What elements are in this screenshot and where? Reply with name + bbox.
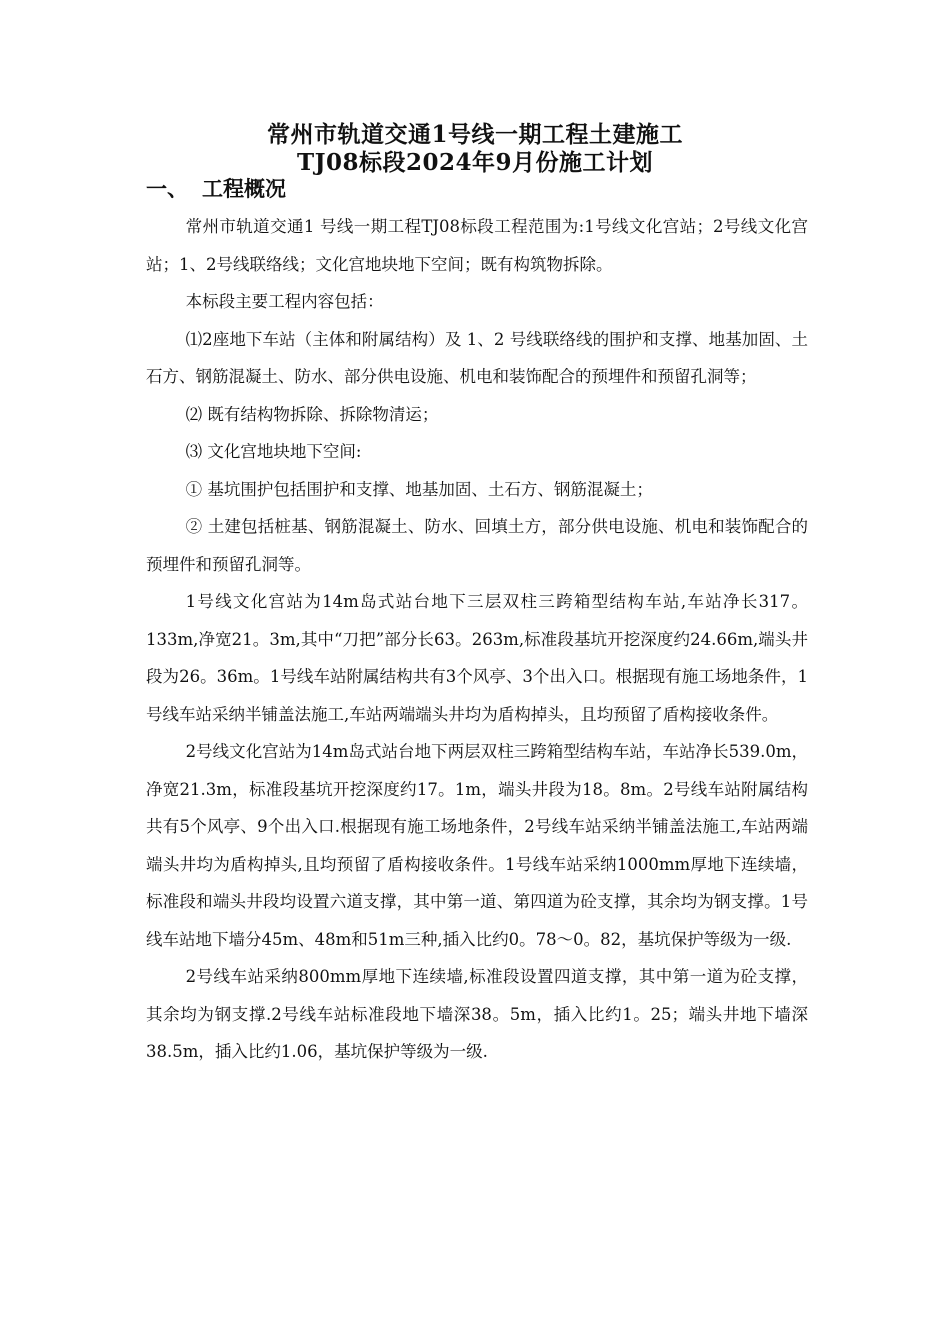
paragraph-item-3: ⑶ 文化宫地块地下空间: xyxy=(185,442,362,461)
paragraph-subitem-1: ① 基坑围护包括围护和支撑、地基加固、土石方、钢筋混凝土； xyxy=(185,479,653,499)
section-number: 一、 xyxy=(146,176,188,201)
paragraph-item-1: ⑴2座地下车站（主体和附属结构）及 1、2 号线联络线的围护和支撑、地基加固、土石方、钢筋混凝土、防水、部分供电设施、机电和装饰配合的预埋件和预留孔洞等； xyxy=(146,329,808,386)
paragraph-line2-walls: 2号线车站采纳800mm厚地下连续墙,标准段设置四道支撑，其中第一道为砼支撑，其余均为钢支撑.2号线车站标准段地下墙深38。5m，插入比约1。25；端头井地下墙深38.5m，插入比约1.06，基坑保护等级为一级. xyxy=(146,967,808,1061)
paragraph-subitem-2: ② 土建包括桩基、钢筋混凝土、防水、回填土方，部分供电设施、机电和装饰配合的预埋件和预留孔洞等。 xyxy=(146,517,808,574)
paragraph-item-2: ⑵ 既有结构物拆除、拆除物清运； xyxy=(185,404,439,424)
document-body xyxy=(146,208,808,1071)
paragraph-content-intro: 本标段主要工程内容包括： xyxy=(185,292,384,311)
paragraph-line2-station: 2号线文化宫站为14m岛式站台地下两层双柱三跨箱型结构车站，车站净长539.0m，净宽21.3m，标准段基坑开挖深度约17。1m，端头井段为18。8m。2号线车站附属结构共有5个风亭、9个出入口.根据现有施工场地条件，2号线车站采纳半铺盖法施工,车站两端端头井均为盾构掉头,且均预留了盾构接收条件。1号线车站采纳1000mm厚地下连续墙，标准段和端头井段均设置六道支撑，其中第一道、第四道为砼支撑，其余均为钢支撑。1号线车站地下墙分45m、48m和51m三种,插入比约0。78～0。82，基坑保护等级为一级. xyxy=(146,742,808,949)
paragraph-line1-station: 1号线文化宫站为14m岛式站台地下三层双柱三跨箱型结构车站,车站净长317。133m,净宽21。3m,其中“刀把”部分长63。263m,标准段基坑开挖深度约24.66m,端头井段为26。36m。1号线车站附属结构共有3个风亭、3个出入口。根据现有施工场地条件，1号线车站采纳半铺盖法施工,车站两端端头井均为盾构掉头，且均预留了盾构接收条件。 xyxy=(146,592,808,724)
document-title-line-2: TJ08标段2024年9月份施工计划 xyxy=(296,149,654,176)
paragraph-scope: 常州市轨道交通1 号线一期工程TJ08标段工程范围为:1号线文化宫站；2号线文化宫站；1、2号线联络线；文化宫地块地下空间；既有构筑物拆除。 xyxy=(146,217,808,274)
document-title-line-1: 常州市轨道交通1号线一期工程土建施工 xyxy=(266,121,683,148)
section-heading xyxy=(146,175,286,203)
section-label: 工程概况 xyxy=(202,176,286,201)
